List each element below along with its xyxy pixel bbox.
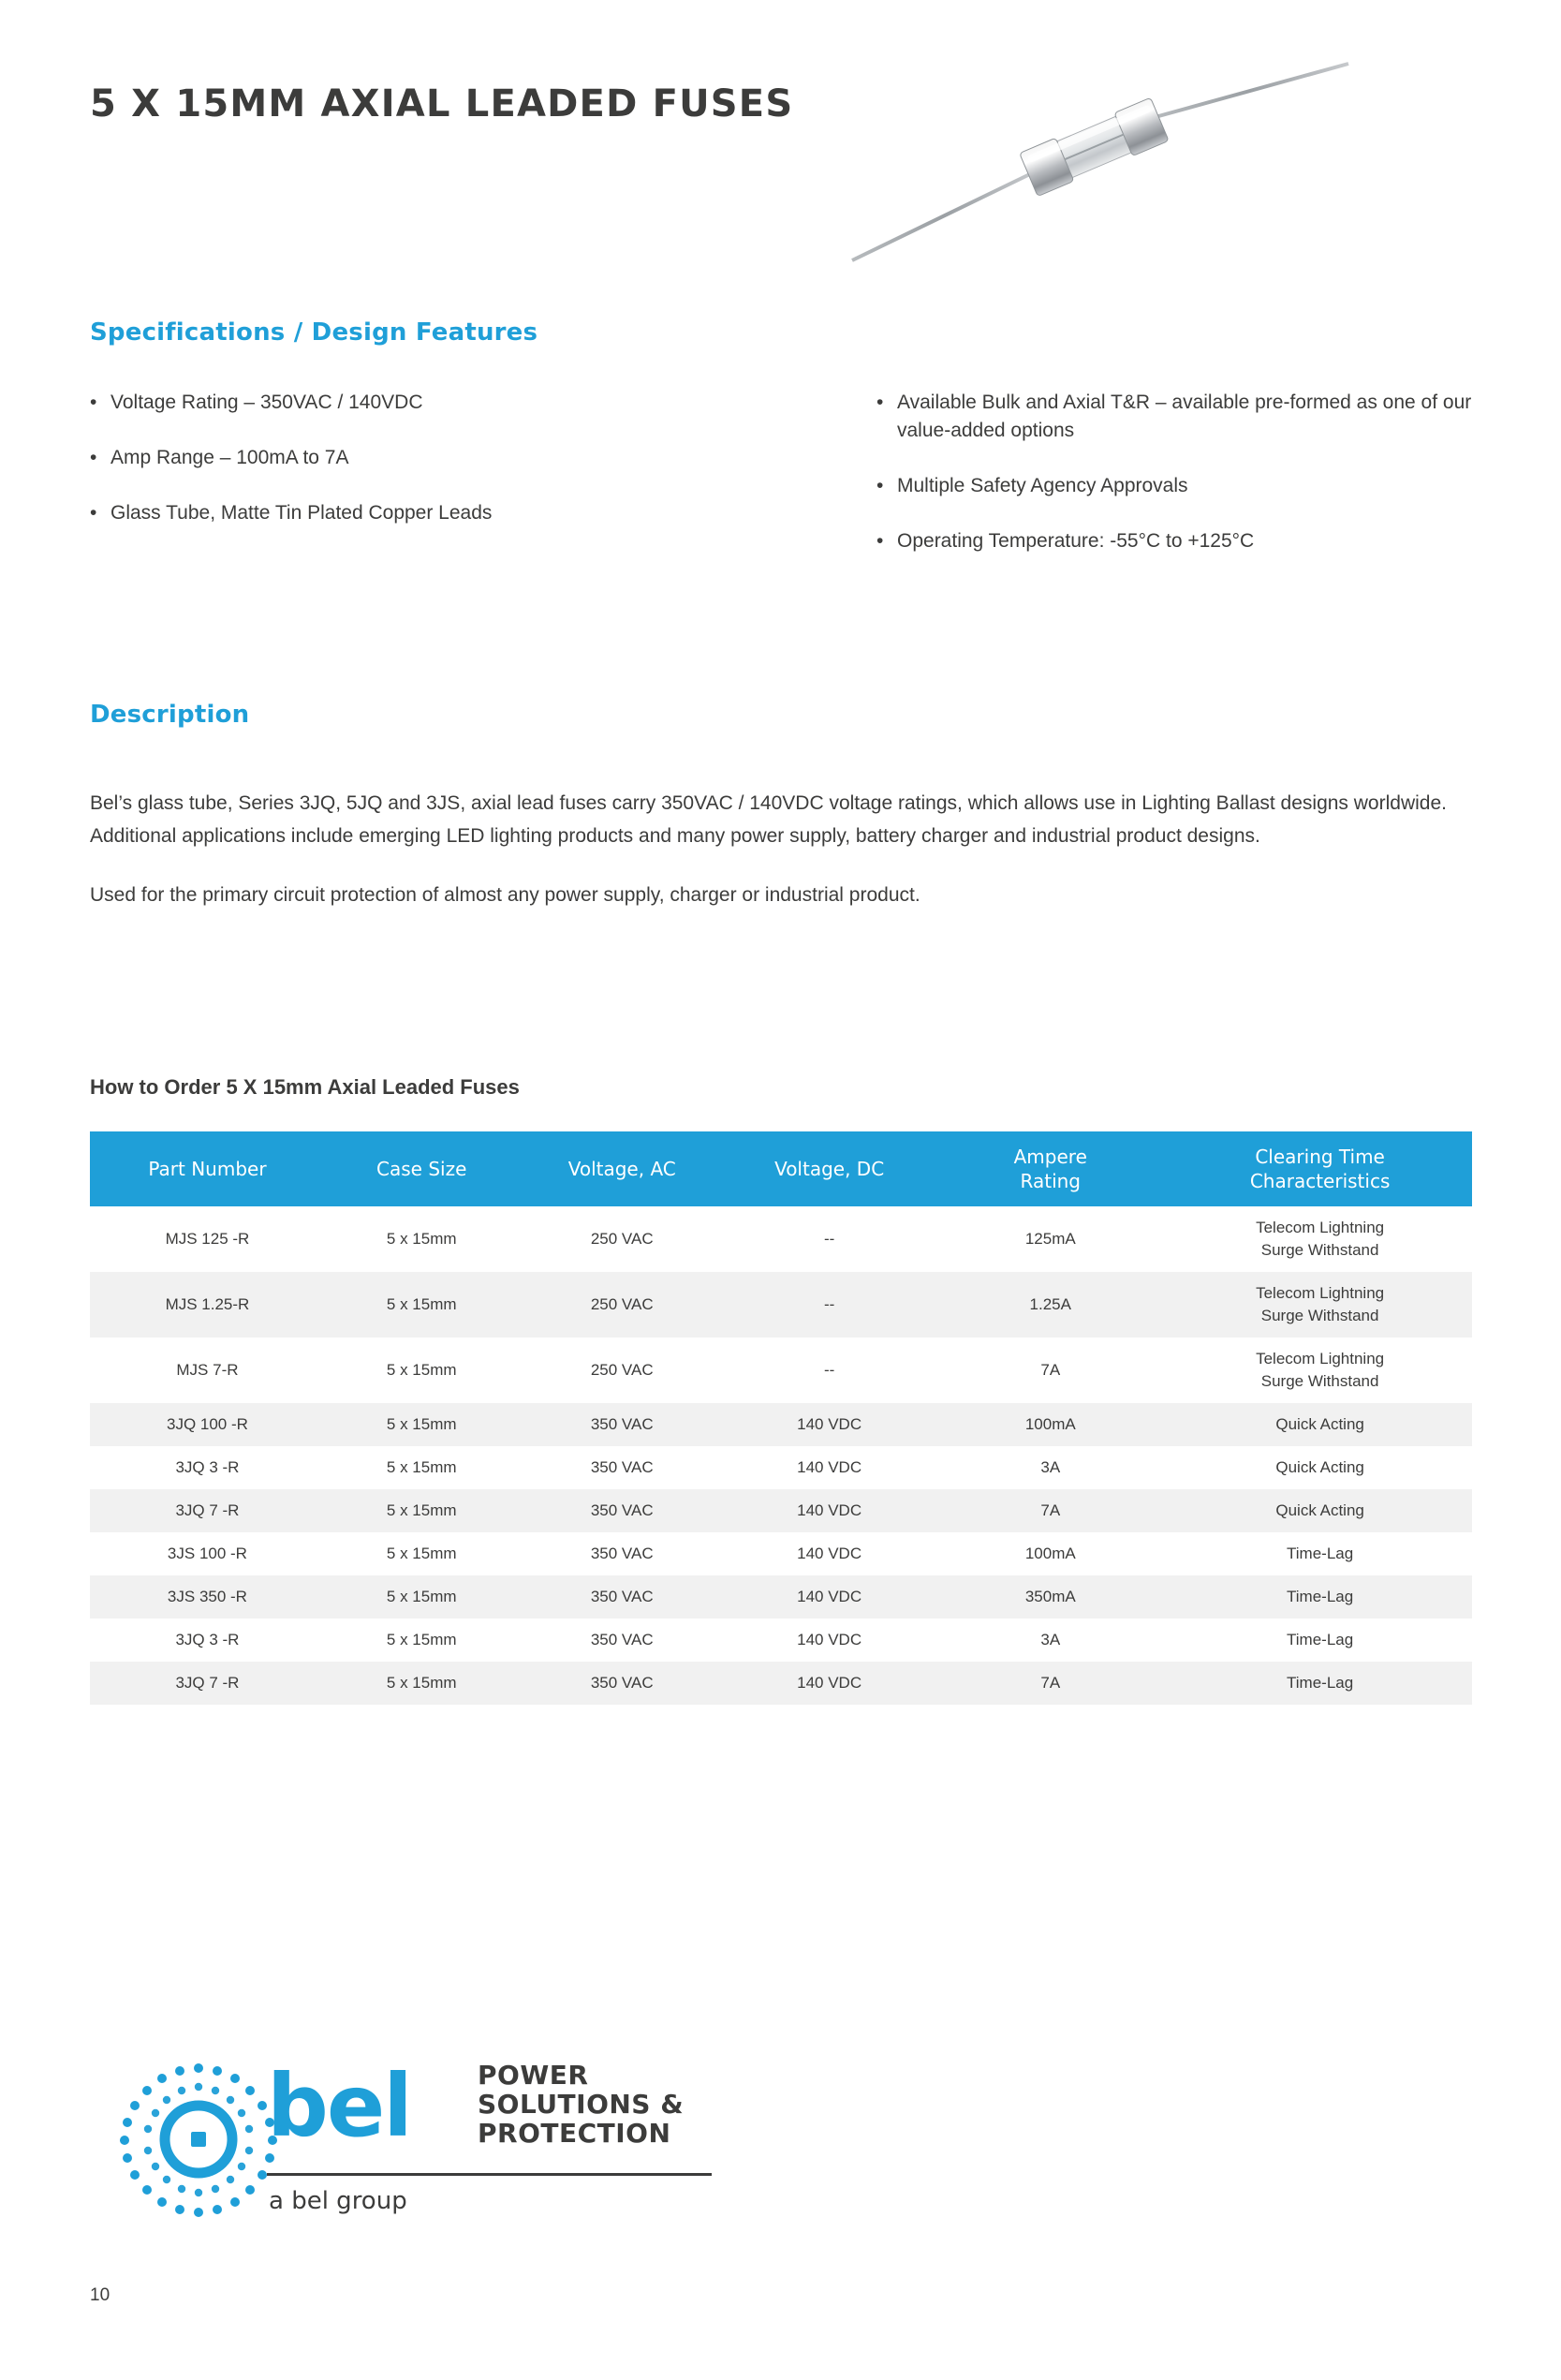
list-item xyxy=(90,499,783,527)
bullet-dot-icon: • xyxy=(90,502,97,524)
cell-voltage-ac: 350 VAC xyxy=(590,1415,654,1433)
cell-case-size: 5 x 15mm xyxy=(386,1361,457,1379)
cell-voltage-dc: 140 VDC xyxy=(797,1588,862,1605)
cell-part-number: 3JQ 100 -R xyxy=(166,1415,248,1433)
logo-tagline: a bel group xyxy=(269,2187,407,2215)
cell-case-size: 5 x 15mm xyxy=(386,1501,457,1519)
cell-ampere-rating: 7A xyxy=(1040,1501,1061,1519)
column-header-line: Rating xyxy=(1020,1170,1081,1192)
cell-voltage-dc: 140 VDC xyxy=(797,1674,862,1692)
cell-line: Telecom Lightning xyxy=(1256,1350,1385,1367)
cell-case-size: 5 x 15mm xyxy=(386,1415,457,1433)
table-header-row xyxy=(90,1131,1472,1206)
column-header-clearing-time xyxy=(1168,1131,1472,1206)
cell-ampere-rating: 100mA xyxy=(1024,1545,1076,1562)
cell-voltage-ac: 350 VAC xyxy=(590,1674,654,1692)
bullet-text: Multiple Safety Agency Approvals xyxy=(897,475,1188,496)
cell-ampere-rating: 7A xyxy=(1040,1674,1061,1692)
column-header-voltage-dc: Voltage, DC xyxy=(726,1131,933,1206)
cell-clearing-time xyxy=(1168,1272,1472,1338)
cell-clearing-time: Quick Acting xyxy=(1275,1458,1364,1476)
cell-clearing-time: Time-Lag xyxy=(1287,1545,1354,1562)
cell-voltage-ac: 350 VAC xyxy=(590,1588,654,1605)
cell-case-size: 5 x 15mm xyxy=(386,1295,457,1313)
cell-voltage-ac: 350 VAC xyxy=(590,1631,654,1648)
cell-ampere-rating: 350mA xyxy=(1024,1588,1076,1605)
cell-ampere-rating: 3A xyxy=(1040,1458,1061,1476)
cell-part-number: 3JS 100 -R xyxy=(167,1545,247,1562)
specifications-heading: Specifications / Design Features xyxy=(90,318,538,347)
bel-brand-lines xyxy=(478,2061,684,2148)
cell-clearing-time: Time-Lag xyxy=(1287,1674,1354,1692)
column-header-line: Ampere xyxy=(1013,1146,1087,1168)
cell-voltage-dc: -- xyxy=(823,1361,835,1379)
bullet-dot-icon: • xyxy=(876,392,884,413)
cell-voltage-dc: 140 VDC xyxy=(797,1415,862,1433)
column-header-part-number: Part Number xyxy=(90,1131,325,1206)
specifications-left-column xyxy=(90,389,783,583)
bel-wordmark: bel xyxy=(267,2056,411,2156)
specifications-bullets xyxy=(90,389,1476,583)
list-item xyxy=(876,527,1476,555)
cell-voltage-dc: -- xyxy=(823,1230,835,1248)
table-row xyxy=(90,1403,1472,1446)
table-row xyxy=(90,1662,1472,1705)
axial-leaded-fuse-illustration xyxy=(843,56,1517,290)
cell-clearing-time xyxy=(1168,1338,1472,1403)
bullet-dot-icon: • xyxy=(876,475,884,496)
bullet-text: Available Bulk and Axial T&R – available pre-formed as one of our value-added options xyxy=(897,392,1472,441)
cell-voltage-dc: 140 VDC xyxy=(797,1545,862,1562)
cell-part-number: 3JS 350 -R xyxy=(167,1588,247,1605)
bullet-text: Glass Tube, Matte Tin Plated Copper Leads xyxy=(110,502,493,524)
cell-part-number: MJS 125 -R xyxy=(165,1230,250,1248)
cell-part-number: MJS 1.25-R xyxy=(165,1295,250,1313)
cell-voltage-ac: 250 VAC xyxy=(590,1295,654,1313)
cell-clearing-time xyxy=(1168,1206,1472,1272)
cell-voltage-ac: 250 VAC xyxy=(590,1230,654,1248)
cell-ampere-rating: 1.25A xyxy=(1029,1295,1071,1313)
cell-part-number: 3JQ 3 -R xyxy=(175,1458,240,1476)
cell-part-number: 3JQ 7 -R xyxy=(175,1501,240,1519)
brand-line: PROTECTION xyxy=(478,2118,671,2149)
cell-line: Surge Withstand xyxy=(1260,1372,1379,1390)
table-header xyxy=(90,1131,1472,1206)
order-table-caption: How to Order 5 X 15mm Axial Leaded Fuses xyxy=(90,1075,520,1099)
table-row xyxy=(90,1446,1472,1489)
table-row xyxy=(90,1619,1472,1662)
table-row xyxy=(90,1575,1472,1619)
cell-voltage-dc: -- xyxy=(823,1295,835,1313)
logo-divider xyxy=(267,2173,712,2176)
list-item xyxy=(876,472,1476,500)
cell-case-size: 5 x 15mm xyxy=(386,1674,457,1692)
column-header-line: Characteristics xyxy=(1249,1170,1391,1192)
specifications-right-column xyxy=(783,389,1476,583)
cell-clearing-time: Time-Lag xyxy=(1287,1588,1354,1605)
description-heading: Description xyxy=(90,701,250,729)
list-item xyxy=(90,389,783,417)
cell-part-number: 3JQ 3 -R xyxy=(175,1631,240,1648)
cell-case-size: 5 x 15mm xyxy=(386,1588,457,1605)
page-number: 10 xyxy=(90,2285,110,2305)
cell-voltage-dc: 140 VDC xyxy=(797,1631,862,1648)
description-paragraph: Used for the primary circuit protection of almost any power supply, charger or industrial product. xyxy=(90,884,920,906)
cell-clearing-time: Time-Lag xyxy=(1287,1631,1354,1648)
cell-case-size: 5 x 15mm xyxy=(386,1631,457,1648)
description-paragraph: Bel’s glass tube, Series 3JQ, 5JQ and 3JS, axial lead fuses carry 350VAC / 140VDC voltage ratings, which allows use in Lighting Ballast designs worldwide. Additional applications include emerging LED lighting products and many power supply, battery charger and industrial product designs. xyxy=(90,792,1447,847)
cell-voltage-ac: 350 VAC xyxy=(590,1545,654,1562)
bullet-text: Operating Temperature: -55°C to +125°C xyxy=(897,530,1255,552)
cell-case-size: 5 x 15mm xyxy=(386,1230,457,1248)
column-header-line: Clearing Time xyxy=(1255,1146,1385,1168)
brand-line: SOLUTIONS & xyxy=(478,2089,685,2120)
cell-case-size: 5 x 15mm xyxy=(386,1545,457,1562)
cell-line: Surge Withstand xyxy=(1260,1307,1379,1324)
bullet-dot-icon: • xyxy=(90,447,97,468)
cell-ampere-rating: 125mA xyxy=(1024,1230,1076,1248)
table-row xyxy=(90,1272,1472,1338)
cell-part-number: MJS 7-R xyxy=(176,1361,239,1379)
cell-line: Telecom Lightning xyxy=(1256,1284,1385,1302)
cell-voltage-dc: 140 VDC xyxy=(797,1458,862,1476)
cell-voltage-ac: 350 VAC xyxy=(590,1501,654,1519)
cell-part-number: 3JQ 7 -R xyxy=(175,1674,240,1692)
column-header-case-size: Case Size xyxy=(325,1131,519,1206)
cell-line: Telecom Lightning xyxy=(1256,1219,1385,1236)
table-row xyxy=(90,1489,1472,1532)
cell-ampere-rating: 3A xyxy=(1040,1631,1061,1648)
cell-ampere-rating: 100mA xyxy=(1024,1415,1076,1433)
column-header-ampere-rating xyxy=(933,1131,1168,1206)
page-title: 5 X 15MM AXIAL LEADED FUSES xyxy=(90,82,794,126)
cell-ampere-rating: 7A xyxy=(1040,1361,1061,1379)
description-body xyxy=(90,787,1476,938)
column-header-voltage-ac: Voltage, AC xyxy=(519,1131,726,1206)
table-body xyxy=(90,1206,1472,1705)
list-item xyxy=(90,444,783,472)
table-row xyxy=(90,1338,1472,1403)
bullet-dot-icon: • xyxy=(876,530,884,552)
table-row xyxy=(90,1206,1472,1272)
cell-line: Surge Withstand xyxy=(1260,1241,1379,1259)
bullet-text: Amp Range – 100mA to 7A xyxy=(110,447,349,468)
order-table xyxy=(90,1131,1472,1705)
table-row xyxy=(90,1532,1472,1575)
cell-clearing-time: Quick Acting xyxy=(1275,1415,1364,1433)
bullet-text: Voltage Rating – 350VAC / 140VDC xyxy=(110,392,423,413)
bullet-dot-icon: • xyxy=(90,392,97,413)
list-item xyxy=(876,389,1476,445)
cell-case-size: 5 x 15mm xyxy=(386,1458,457,1476)
brand-line: POWER xyxy=(478,2060,589,2091)
cell-voltage-dc: 140 VDC xyxy=(797,1501,862,1519)
cell-voltage-ac: 350 VAC xyxy=(590,1458,654,1476)
cell-voltage-ac: 250 VAC xyxy=(590,1361,654,1379)
cell-clearing-time: Quick Acting xyxy=(1275,1501,1364,1519)
